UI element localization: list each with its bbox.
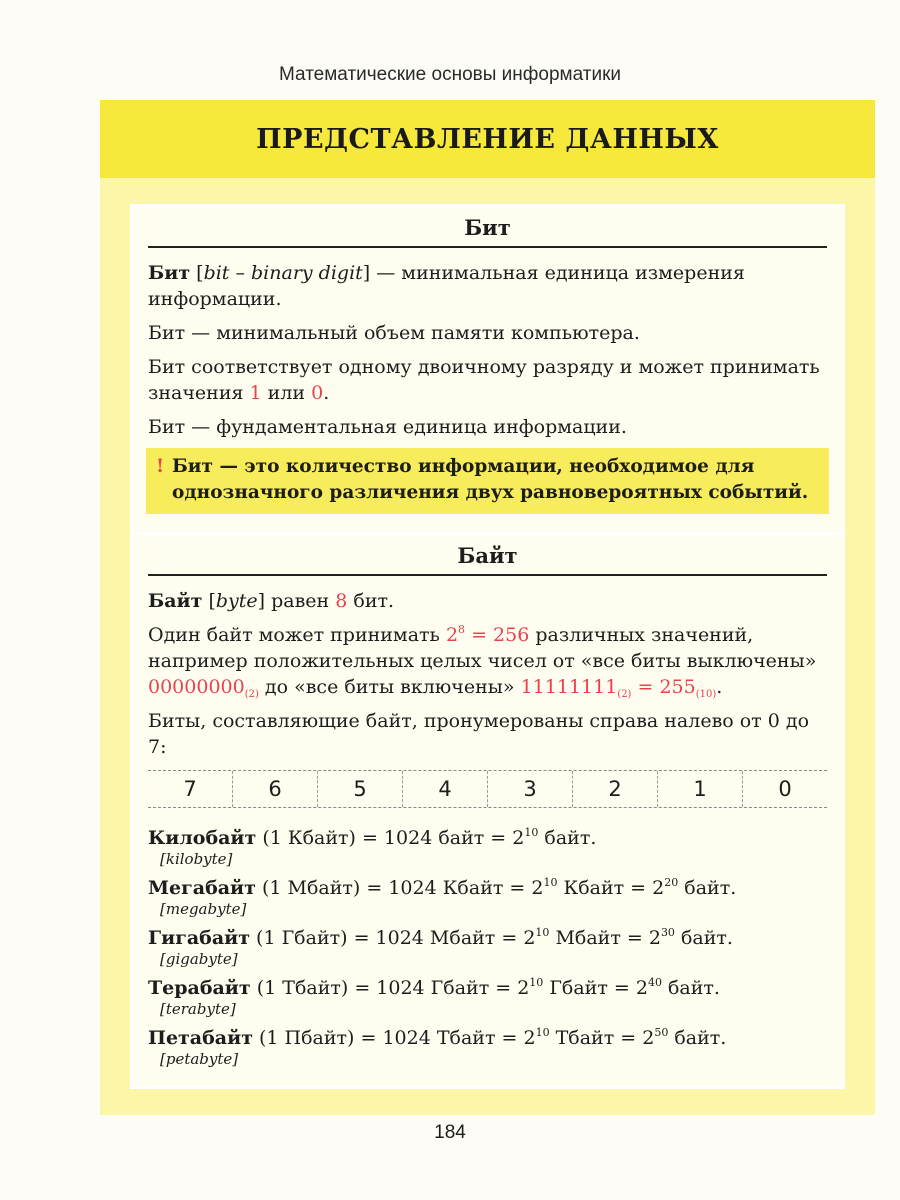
bit-index-cell: 2 [572,771,657,807]
content-panel [100,100,875,1115]
running-header: Математические основы информатики [279,64,621,85]
byte-section [130,532,845,1089]
page-number: 184 [434,1122,466,1143]
bit-note: ! Бит — это количество информации, необходимое для однозначного различения двух равновероятных событий. [146,448,829,514]
bit-index-cell: 4 [402,771,487,807]
unit-megabyte: Мегабайт (1 Мбайт) = 1024 Кбайт = $2^{10}$ Кбайт = $2^{20}$ байт. [megabyte] [148,876,737,918]
byte-heading: Байт [148,543,827,576]
bit-heading: Бит [148,215,827,248]
bit-definition: Бит [bit – binary digit] — минимальная единица измерения информации. [148,262,745,310]
bit-memory: Бит — минимальный объем памяти компьютера. [148,322,640,344]
bit-index-row [148,770,827,808]
bit-index-cell: 3 [487,771,572,807]
bit-digit: Бит соответствует одному двоичному разряду и может принимать значения 1 или 0. [148,356,820,404]
exclamation-icon: ! [156,456,165,477]
bit-index-cell: 0 [742,771,827,807]
byte-definition: Байт [byte] равен 8 бит. [148,590,395,612]
bit-index-cell: 5 [317,771,402,807]
page-title: ПРЕДСТАВЛЕНИЕ ДАННЫХ [100,100,875,178]
byte-values: Один байт может принимать $2^8 = 256$ различных значений, например положительных целых чисел от «все биты выключены» $00000000_{(2)}$ до «все биты включены» $11111111_{(2)} = 255_{(10)}$. [148,623,817,700]
unit-gigabyte: Гигабайт (1 Гбайт) = 1024 Мбайт = $2^{10}$ Мбайт = $2^{30}$ байт. [gigabyte] [148,926,733,968]
bit-index-cell: 7 [183,777,197,801]
bit-index-cell: 6 [232,771,317,807]
unit-kilobyte: Килобайт (1 Кбайт) = 1024 байт = $2^{10}$ байт. [kilobyte] [148,826,597,868]
bit-index-cell: 1 [657,771,742,807]
unit-terabyte: Терабайт (1 Тбайт) = 1024 Гбайт = $2^{10}$ Гбайт = $2^{40}$ байт. [terabyte] [148,976,720,1018]
bit-fundamental: Бит — фундаментальная единица информации. [148,416,627,438]
byte-bit-order: Биты, составляющие байт, пронумерованы справа налево от 0 до 7: [148,710,810,758]
unit-petabyte: Петабайт (1 Пбайт) = 1024 Тбайт = $2^{10}$ Тбайт = $2^{50}$ байт. [petabyte] [148,1026,727,1068]
